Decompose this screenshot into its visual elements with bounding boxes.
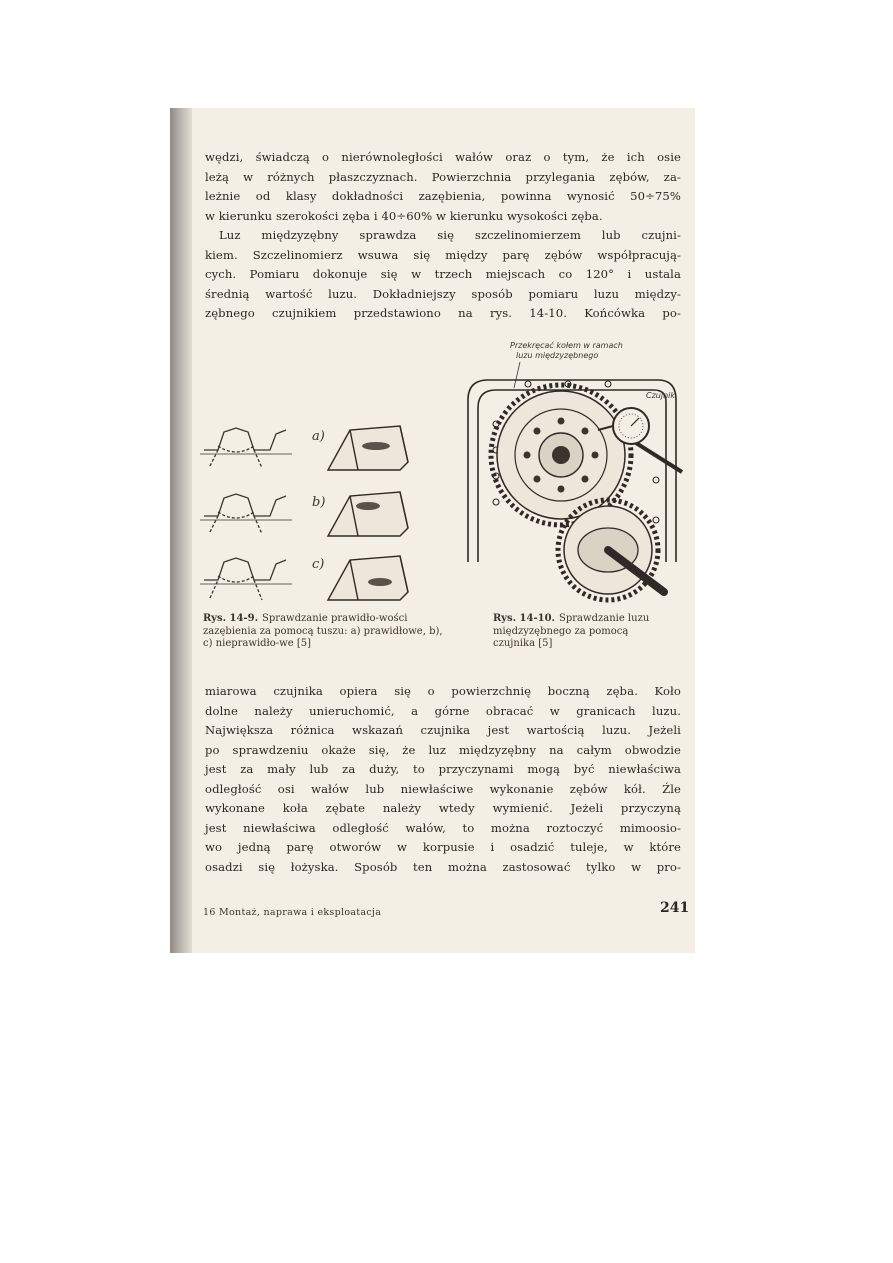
tooth-profile-a xyxy=(200,428,292,468)
text-line: wykonane koła zębate należy wtedy wymienić. Jeżeli przyczyną xyxy=(205,801,681,815)
tooth-profile-c xyxy=(200,558,292,600)
label-b: b) xyxy=(312,495,326,510)
gear-tooth-block-a xyxy=(328,426,408,470)
text-line: jest niewłaściwa odległość wałów, to można roztoczyć mimoosio- xyxy=(205,820,681,835)
text-line: dolne należy unieruchomić, a górne obracać w granicach luzu. xyxy=(205,703,681,718)
caption-label: Rys. 14-10. xyxy=(493,613,556,624)
figure-dial-gauge xyxy=(458,340,688,605)
caption-text: Sprawdzanie prawidło-wości zazębienia za pomocą tuszu: a) prawidłowe, b), c) nieprawidło-we [5] xyxy=(203,613,443,649)
text-line: kiem. Szczelinomierz wsuwa się między parę zębów współpracują- xyxy=(205,247,681,262)
gear-tooth-block-c xyxy=(328,556,408,600)
caption-text: Sprawdzanie luzu międzyzębnego za pomocą czujnika [5] xyxy=(493,613,650,649)
annotation-gauge: Czujnik xyxy=(646,391,676,400)
figure-tooth-contact xyxy=(200,410,450,610)
tooth-profile-b xyxy=(200,494,292,534)
text-line: odległość osi wałów lub niewłaściwe wykonanie zębów kół. Źle xyxy=(205,781,681,796)
text-line: Luz międzyzębny sprawdza się szczelinomierzem lub czujni- xyxy=(219,228,681,242)
text-line: Największa różnica wskazań czujnika jest wartością luzu. Jeżeli xyxy=(205,723,681,737)
caption-figure-14-10 xyxy=(493,613,671,651)
paragraph-top xyxy=(205,148,681,324)
text-line: miarowa czujnika opiera się o powierzchnię boczną zęba. Koło xyxy=(205,684,681,698)
annotation-rotate-2: luzu międzyzębnego xyxy=(516,351,599,360)
page-number: 241 xyxy=(660,900,690,916)
paragraph-bottom xyxy=(205,682,681,877)
label-c: c) xyxy=(312,557,325,572)
text-line: zębnego czujnikiem przedstawiono na rys. 14-10. Końcówka po- xyxy=(205,306,681,320)
upper-gear xyxy=(491,385,631,525)
caption-label: Rys. 14-9. xyxy=(203,613,259,624)
gear-tooth-block-b xyxy=(328,492,408,536)
label-a: a) xyxy=(312,429,325,444)
annotation-rotate: Przekręcać kołem w ramach xyxy=(510,341,623,350)
text-line: wędzi, świadczą o nierównoległości wałów oraz o tym, że ich osie xyxy=(205,150,681,164)
text-line: leżą w różnych płaszczyznach. Powierzchnia przylegania zębów, za- xyxy=(205,169,681,184)
text-line: po sprawdzeniu okaże się, że luz międzyzębny na całym obwodzie xyxy=(205,742,681,757)
text-line: leżnie od klasy dokładności zazębienia, powinna wynosić 50÷75% xyxy=(205,189,681,203)
footer-signature: 16 Montaż, naprawa i eksploatacja xyxy=(203,907,382,918)
book-spine-shadow xyxy=(170,108,192,953)
text-line: wo jedną parę otworów w korpusie i osadzić tuleje, w które xyxy=(205,840,681,854)
text-line: cych. Pomiaru dokonuje się w trzech miejscach co 120° i ustala xyxy=(205,267,681,281)
text-line: osadzi się łożyska. Sposób ten można zastosować tylko w pro- xyxy=(205,859,681,874)
text-line: w kierunku szerokości zęba i 40÷60% w kierunku wysokości zęba. xyxy=(205,208,603,223)
text-line: jest za mały lub za duży, to przyczynami mogą być niewłaściwa xyxy=(205,762,681,776)
text-line: średnią wartość luzu. Dokładniejszy sposób pomiaru luzu między- xyxy=(205,286,681,301)
caption-figure-14-9 xyxy=(203,613,443,651)
